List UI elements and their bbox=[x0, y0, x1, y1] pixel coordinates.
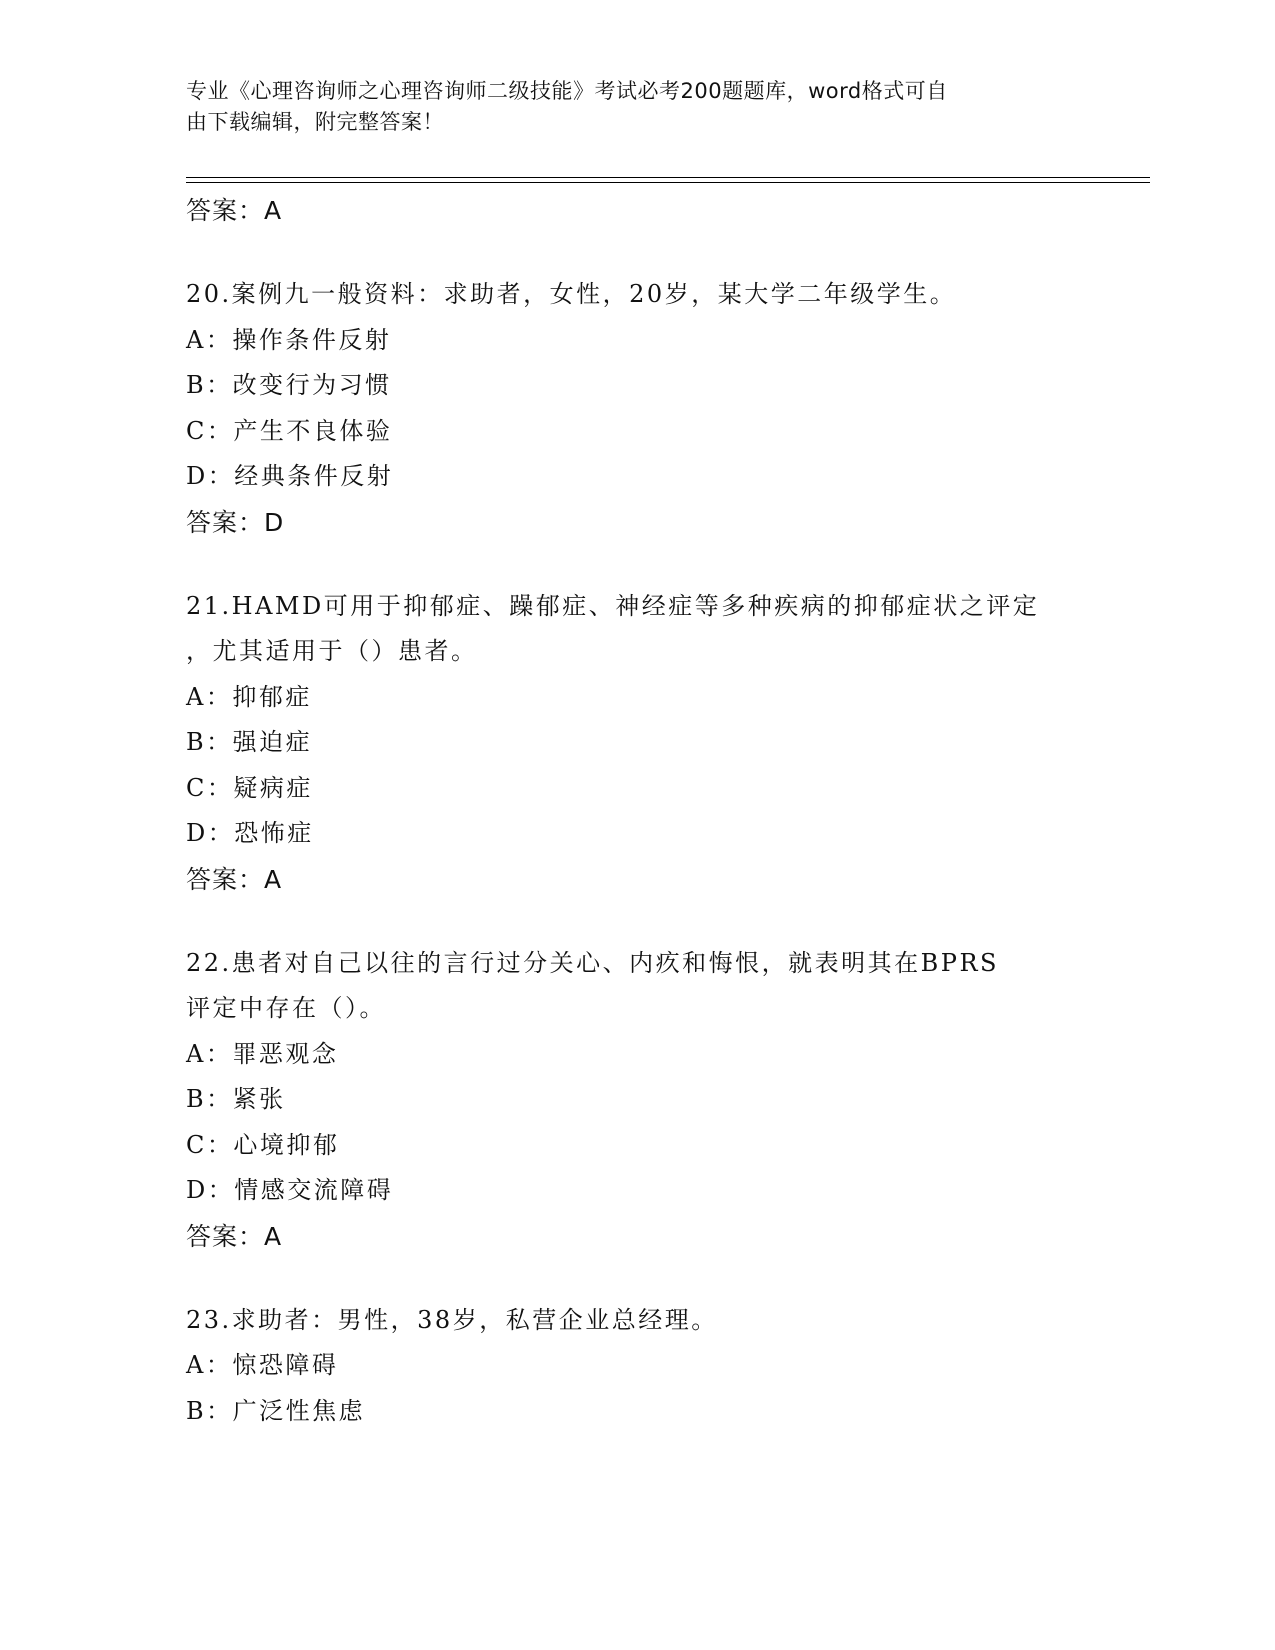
answer: 答案：A bbox=[186, 1221, 283, 1251]
option-c: C：疑病症 bbox=[186, 773, 313, 802]
header-line-1: 专业《心理咨询师之心理咨询师二级技能》考试必考200题题库，word格式可自 bbox=[186, 79, 948, 103]
question-stem: 23.求助者：男性，38岁，私营企业总经理。 bbox=[186, 1305, 718, 1334]
option-b: B：紧张 bbox=[186, 1085, 286, 1113]
answer: 答案：A bbox=[186, 864, 283, 894]
question-list bbox=[186, 188, 1116, 1434]
option-b: B：强迫症 bbox=[186, 728, 313, 756]
header-divider-bottom bbox=[186, 182, 1150, 183]
document-header bbox=[186, 76, 1086, 138]
option-d: D：经典条件反射 bbox=[186, 462, 394, 490]
question-23 bbox=[186, 1298, 1116, 1435]
question-stem: 22.患者对自己以往的言行过分关心、内疚和悔恨，就表明其在BPRS bbox=[186, 948, 999, 977]
question-stem-continued: 评定中存在（）。 bbox=[186, 994, 386, 1022]
option-a: A：操作条件反射 bbox=[186, 325, 392, 354]
header-divider-top bbox=[186, 177, 1150, 178]
question-22 bbox=[186, 941, 1116, 1260]
option-a: A：抑郁症 bbox=[186, 682, 312, 711]
option-c: C：产生不良体验 bbox=[186, 416, 393, 445]
question-stem: 20.案例九一般资料：求助者，女性，20岁，某大学二年级学生。 bbox=[186, 280, 957, 308]
leading-answer: 答案：A bbox=[186, 196, 283, 225]
option-b: B：改变行为习惯 bbox=[186, 371, 392, 399]
question-stem-continued: ，尤其适用于（）患者。 bbox=[186, 637, 478, 665]
question-20 bbox=[186, 272, 1116, 546]
answer: 答案：D bbox=[186, 507, 285, 537]
option-a: A：罪恶观念 bbox=[186, 1039, 339, 1068]
option-d: D：恐怖症 bbox=[186, 819, 314, 847]
question-21 bbox=[186, 584, 1116, 903]
option-d: D：情感交流障碍 bbox=[186, 1176, 394, 1204]
option-c: C：心境抑郁 bbox=[186, 1130, 340, 1159]
question-stem: 21.HAMD可用于抑郁症、躁郁症、神经症等多种疾病的抑郁症状之评定 bbox=[186, 591, 1040, 620]
option-b: B：广泛性焦虑 bbox=[186, 1396, 366, 1425]
header-line-2: 由下载编辑，附完整答案！ bbox=[186, 110, 444, 134]
option-a: A：惊恐障碍 bbox=[186, 1351, 339, 1379]
